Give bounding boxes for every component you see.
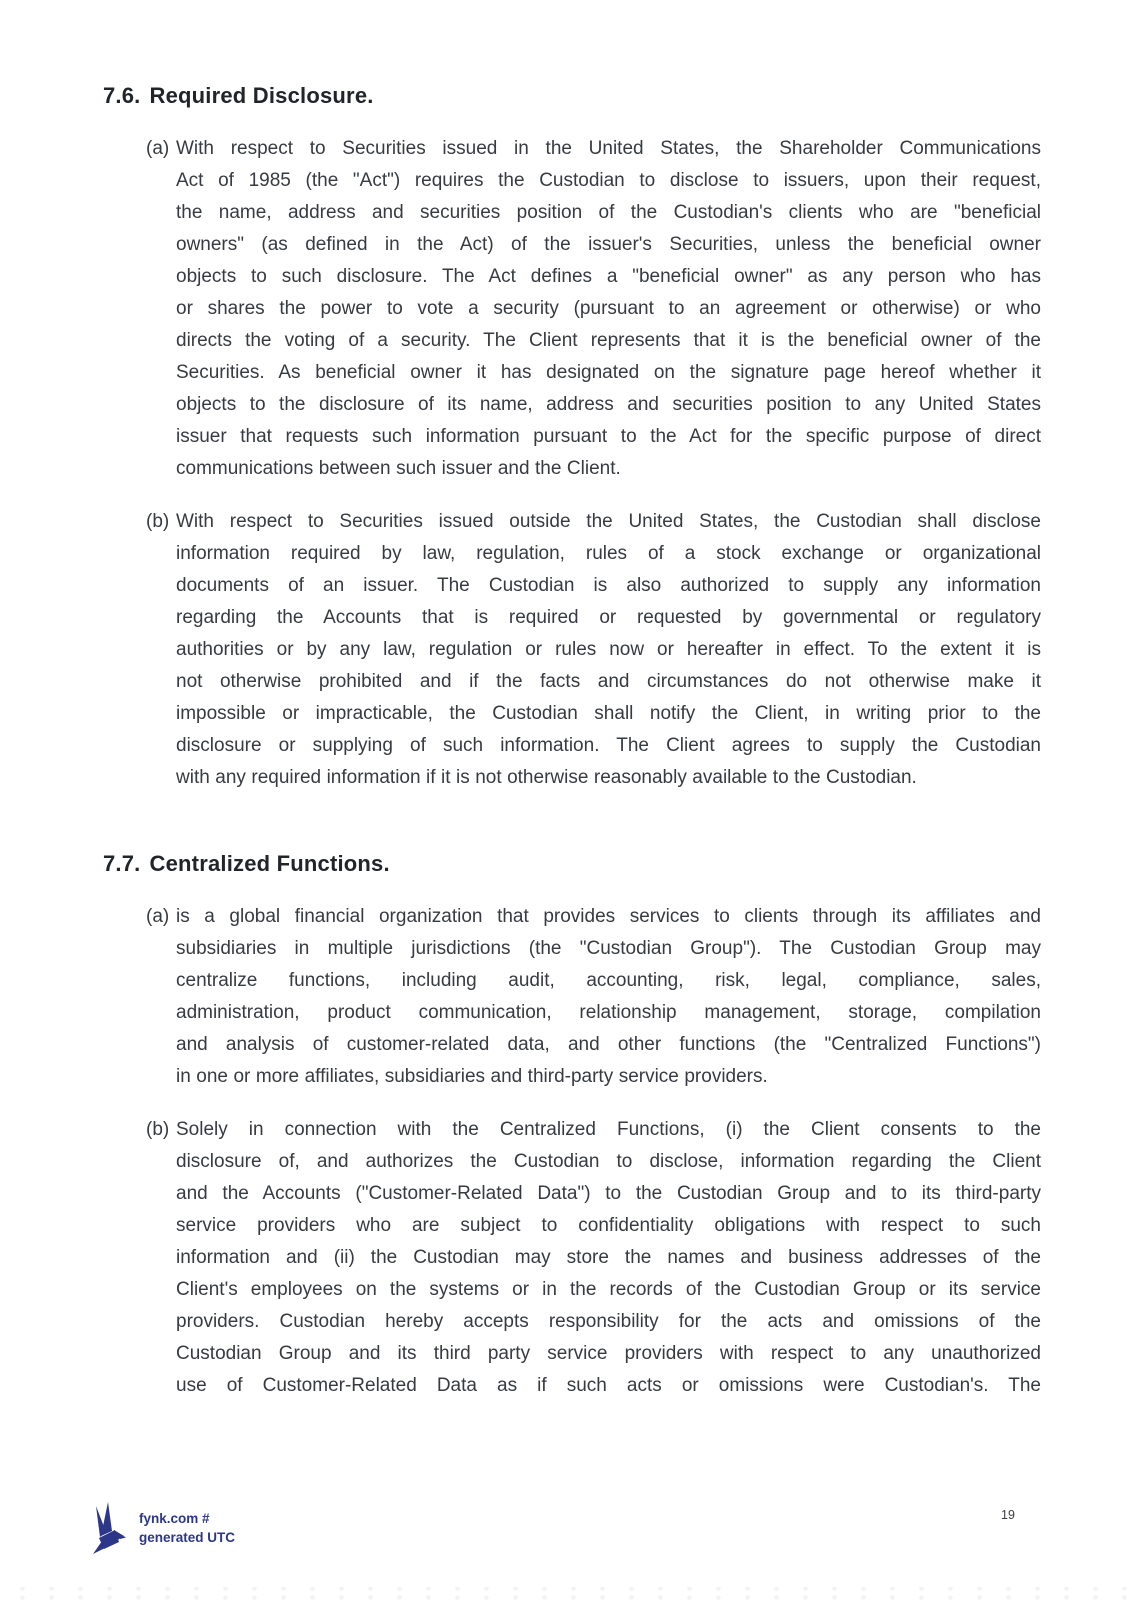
paragraph-line: With respect to Securities issued outside the United States, the Custodian shall disclose (176, 511, 1041, 532)
page-number: 19 (1001, 1508, 1015, 1522)
paragraph-line: Securities. As beneficial owner it has designated on the signature page hereof whether it (176, 362, 1041, 383)
footer-brand-block (90, 1501, 235, 1555)
paragraph-line: Custodian Group and its third party service providers with respect to any unauthorized (176, 1343, 1041, 1364)
paragraph-line: Solely in connection with the Centralized Functions, (i) the Client consents to the (176, 1119, 1041, 1140)
paragraph-line: authorities or by any law, regulation or rules now or hereafter in effect. To the extent it is (176, 639, 1041, 660)
paragraph-line: use of Customer-Related Data as if such acts or omissions were Custodian's. The (176, 1375, 1041, 1396)
paragraph-line: With respect to Securities issued in the United States, the Shareholder Communications (176, 138, 1041, 159)
fynk-crane-logo-icon (90, 1501, 126, 1555)
section-number: 7.7. (103, 851, 141, 876)
paragraph-line: administration, product communication, relationship management, storage, compilation (176, 1002, 1041, 1023)
paragraph-line: issuer that requests such information pursuant to the Act for the specific purpose of direct (176, 426, 1041, 447)
paragraph-line: in one or more affiliates, subsidiaries and third-party service providers. (176, 1066, 768, 1087)
paragraph-line: regarding the Accounts that is required or requested by governmental or regulatory (176, 607, 1041, 628)
paragraph-line: communications between such issuer and the Client. (176, 458, 621, 479)
paragraph-line: and the Accounts ("Customer-Related Data") to the Custodian Group and to its third-party (176, 1183, 1041, 1204)
clause-76-a (146, 133, 1131, 485)
clause-lines (176, 133, 1041, 485)
paragraph-line: is a global financial organization that provides services to clients through its affiliates and (176, 906, 1041, 927)
paragraph-line: disclosure or supplying of such information. The Client agrees to supply the Custodian (176, 735, 1041, 756)
section-heading (103, 851, 1131, 877)
section-heading (103, 83, 1131, 109)
footer-generated-line: generated UTC (139, 1530, 236, 1545)
paragraph-line: centralize functions, including audit, accounting, risk, legal, compliance, sales, (176, 970, 1041, 991)
paragraph-line: service providers who are subject to confidentiality obligations with respect to such (176, 1215, 1041, 1236)
clause-77-a (146, 901, 1131, 1093)
page-bottom-edge (0, 1587, 1131, 1600)
paragraph-line: the name, address and securities position of the Custodian's clients who are "beneficial (176, 202, 1041, 223)
clause-lines (176, 506, 1041, 794)
paragraph-line: information required by law, regulation, rules of a stock exchange or organizational (176, 543, 1041, 564)
clause-marker: (b) (146, 511, 170, 532)
paragraph-line: subsidiaries in multiple jurisdictions (the "Custodian Group"). The Custodian Group may (176, 938, 1041, 959)
clause-marker: (b) (146, 1119, 170, 1140)
footer-brand-line: fynk.com # (139, 1511, 210, 1526)
clause-marker: (a) (146, 138, 170, 159)
paragraph-line: Client's employees on the systems or in the records of the Custodian Group or its service (176, 1279, 1041, 1300)
paragraph-line: not otherwise prohibited and if the facts and circumstances do not otherwise make it (176, 671, 1041, 692)
clause-76-b (146, 506, 1131, 794)
footer-brand-text (139, 1509, 235, 1547)
section-76 (0, 83, 1131, 794)
paragraph-line: objects to the disclosure of its name, address and securities position to any United States (176, 394, 1041, 415)
paragraph-line: with any required information if it is not otherwise reasonably available to the Custodian. (176, 767, 917, 788)
clause-marker: (a) (146, 906, 170, 927)
section-number: 7.6. (103, 83, 141, 108)
paragraph-line: impossible or impracticable, the Custodian shall notify the Client, in writing prior to the (176, 703, 1041, 724)
paragraph-line: disclosure of, and authorizes the Custodian to disclose, information regarding the Client (176, 1151, 1041, 1172)
section-title: Required Disclosure. (149, 83, 374, 108)
paragraph-line: objects to such disclosure. The Act defines a "beneficial owner" as any person who has (176, 266, 1041, 287)
section-77 (0, 851, 1131, 1402)
clause-lines (176, 1114, 1041, 1402)
paragraph-line: documents of an issuer. The Custodian is also authorized to supply any information (176, 575, 1041, 596)
clause-lines (176, 901, 1041, 1093)
clause-77-b (146, 1114, 1131, 1402)
paragraph-line: Act of 1985 (the "Act") requires the Custodian to disclose to issuers, upon their request, (176, 170, 1041, 191)
paragraph-line: owners" (as defined in the Act) of the issuer's Securities, unless the beneficial owner (176, 234, 1041, 255)
paragraph-line: and analysis of customer-related data, and other functions (the "Centralized Functions") (176, 1034, 1041, 1055)
section-title: Centralized Functions. (149, 851, 390, 876)
paragraph-line: information and (ii) the Custodian may store the names and business addresses of the (176, 1247, 1041, 1268)
paragraph-line: directs the voting of a security. The Client represents that it is the beneficial owner of the (176, 330, 1041, 351)
paragraph-line: or shares the power to vote a security (pursuant to an agreement or otherwise) or who (176, 298, 1041, 319)
paragraph-line: providers. Custodian hereby accepts responsibility for the acts and omissions of the (176, 1311, 1041, 1332)
